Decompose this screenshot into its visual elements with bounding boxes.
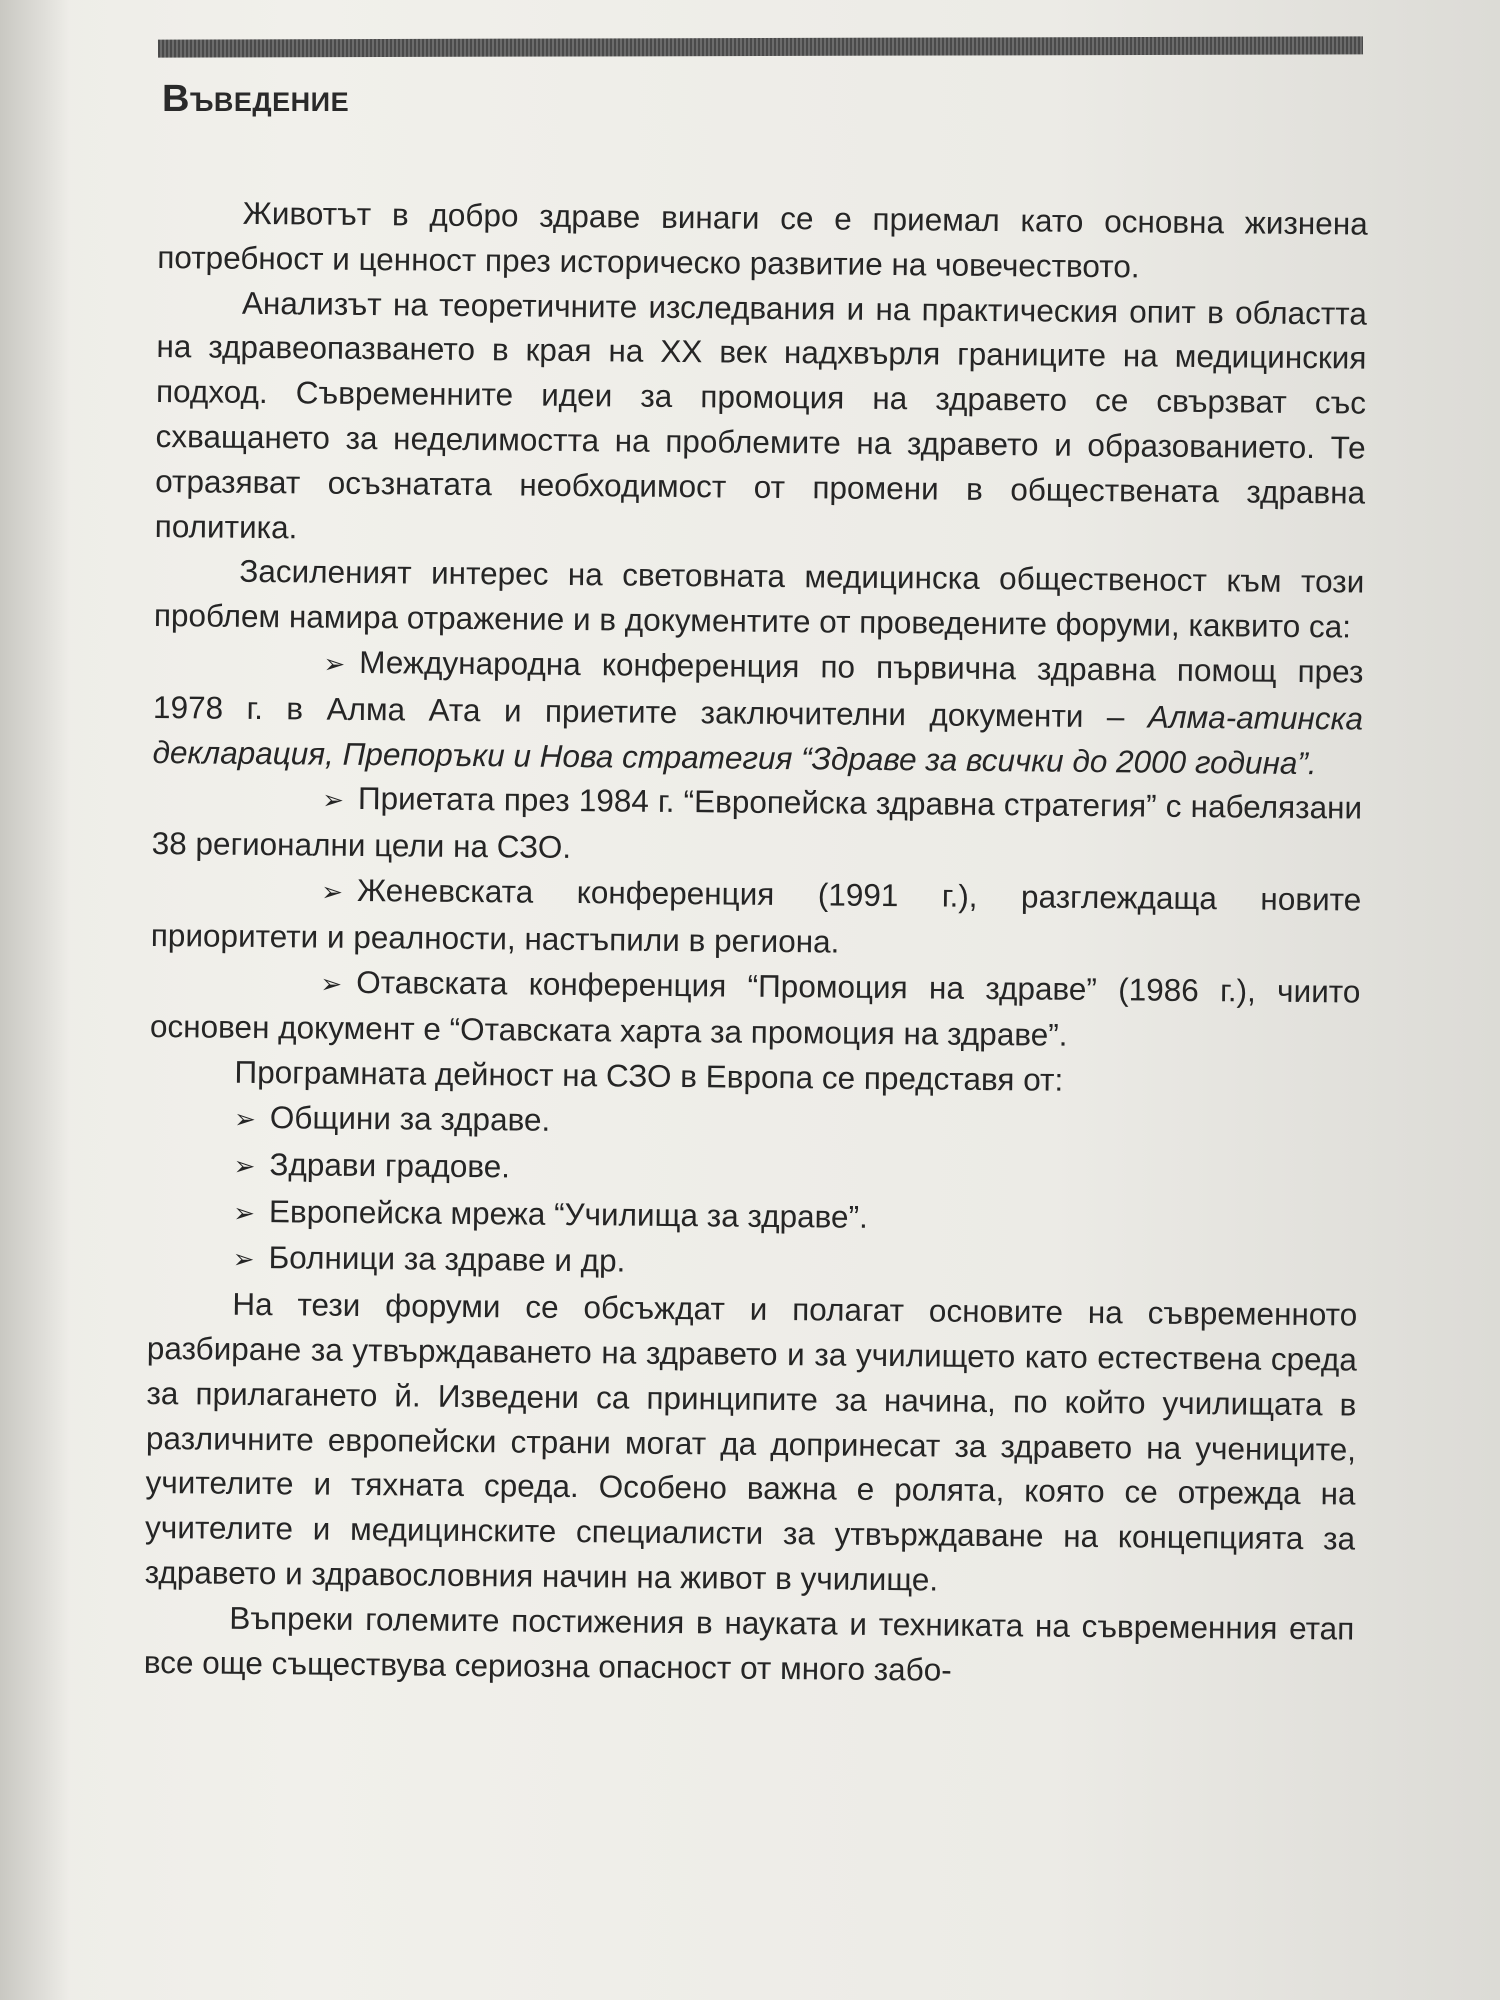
chapter-body: [144, 190, 1368, 1696]
paragraph-6: Въпреки големите постижения в науката и техниката на съвременния етап все още съществува сериозна опасност от много забо-: [143, 1599, 1355, 1688]
program-item-text: Болници за здраве и др.: [268, 1239, 626, 1279]
forum-item-1: [152, 638, 1363, 786]
arrow-bullet-icon: ➢: [320, 968, 343, 999]
forum-item-text: Приетата през 1984 г. “Европейска здравна стратегия” с набелязани 38 регионални цели на СЗО.: [151, 780, 1363, 866]
page-gutter-shadow: [0, 0, 70, 2000]
paragraph-2: Анализът на теоретичните изследвания и на практическия опит в областта на здравеопазването в края на XX век надхвърля границите на медицинския подход. Съвременните идеи за промоция на здравето се свързват със схващането за неделимостта на проблемите на здравето и образованието. Те отразяват осъзнатата необходимост от промени в обществената здравна политика.: [154, 284, 1368, 545]
forum-item-text: Женевската конференция (1991 г.), разглеждаща новите приоритети и реалности, настъпили в региона.: [150, 871, 1362, 960]
paragraph-1: Животът в добро здраве винаги се е приемал като основна жизнена потребност и ценност през историческо развитие на човечеството.: [157, 194, 1368, 285]
forum-item-text: Отавската конференция “Промоция на здраве” (1986 г.), чиито основен документ е “Отавската харта за промоция на здраве”.: [149, 963, 1361, 1054]
arrow-bullet-icon: ➢: [233, 1197, 256, 1228]
arrow-bullet-icon: ➢: [322, 784, 345, 816]
arrow-bullet-icon: ➢: [232, 1244, 255, 1275]
forum-item-3: [151, 866, 1362, 969]
chapter-heading: Въведение: [162, 78, 350, 120]
arrow-bullet-icon: ➢: [323, 648, 346, 679]
paragraph-4: Програмната дейност на СЗО в Европа се представя от:: [234, 1053, 1064, 1098]
paragraph-3: Засиленият интерес на световната медицинска общественост към този проблем намира отражение и в документите от проведените форуми, каквито са:: [153, 553, 1365, 645]
program-item-text: Здрави градове.: [269, 1145, 511, 1185]
forum-item-text: Международна конференция по първична здравна помощ през 1978 г. в Алма Ата и приетите заключителни документи –: [152, 643, 1364, 735]
arrow-bullet-icon: ➢: [321, 876, 344, 907]
forum-item-4: [150, 958, 1361, 1061]
program-item-text: Европейска мрежа “Училища за здраве”.: [268, 1192, 868, 1235]
forum-item-italic: Алма-атинска декларация, Препоръки и Нова стратегия “Здраве за всички до 2000 година”.: [152, 698, 1364, 781]
header-rule: [158, 36, 1363, 57]
arrow-bullet-icon: ➢: [233, 1150, 256, 1181]
forum-item-2: [152, 774, 1363, 877]
paragraph-5: На тези форуми се обсъждат и полагат основите на съвременното разбиране за утвърждаването на здравето и за училището като естествена среда за прилагането й. Изведени са принципите за начина, по който училищата в различните европейски страни могат да допринесат за здравето на учениците, учителите и тяхната среда. Особено важна е ролята, която се отрежда на учителите и медицинските специалисти за утвърждаване на концепцията за здравето и здравословния начин на живот в училище.: [144, 1285, 1358, 1598]
arrow-bullet-icon: ➢: [233, 1103, 257, 1134]
program-item-text: Общини за здраве.: [269, 1099, 551, 1138]
